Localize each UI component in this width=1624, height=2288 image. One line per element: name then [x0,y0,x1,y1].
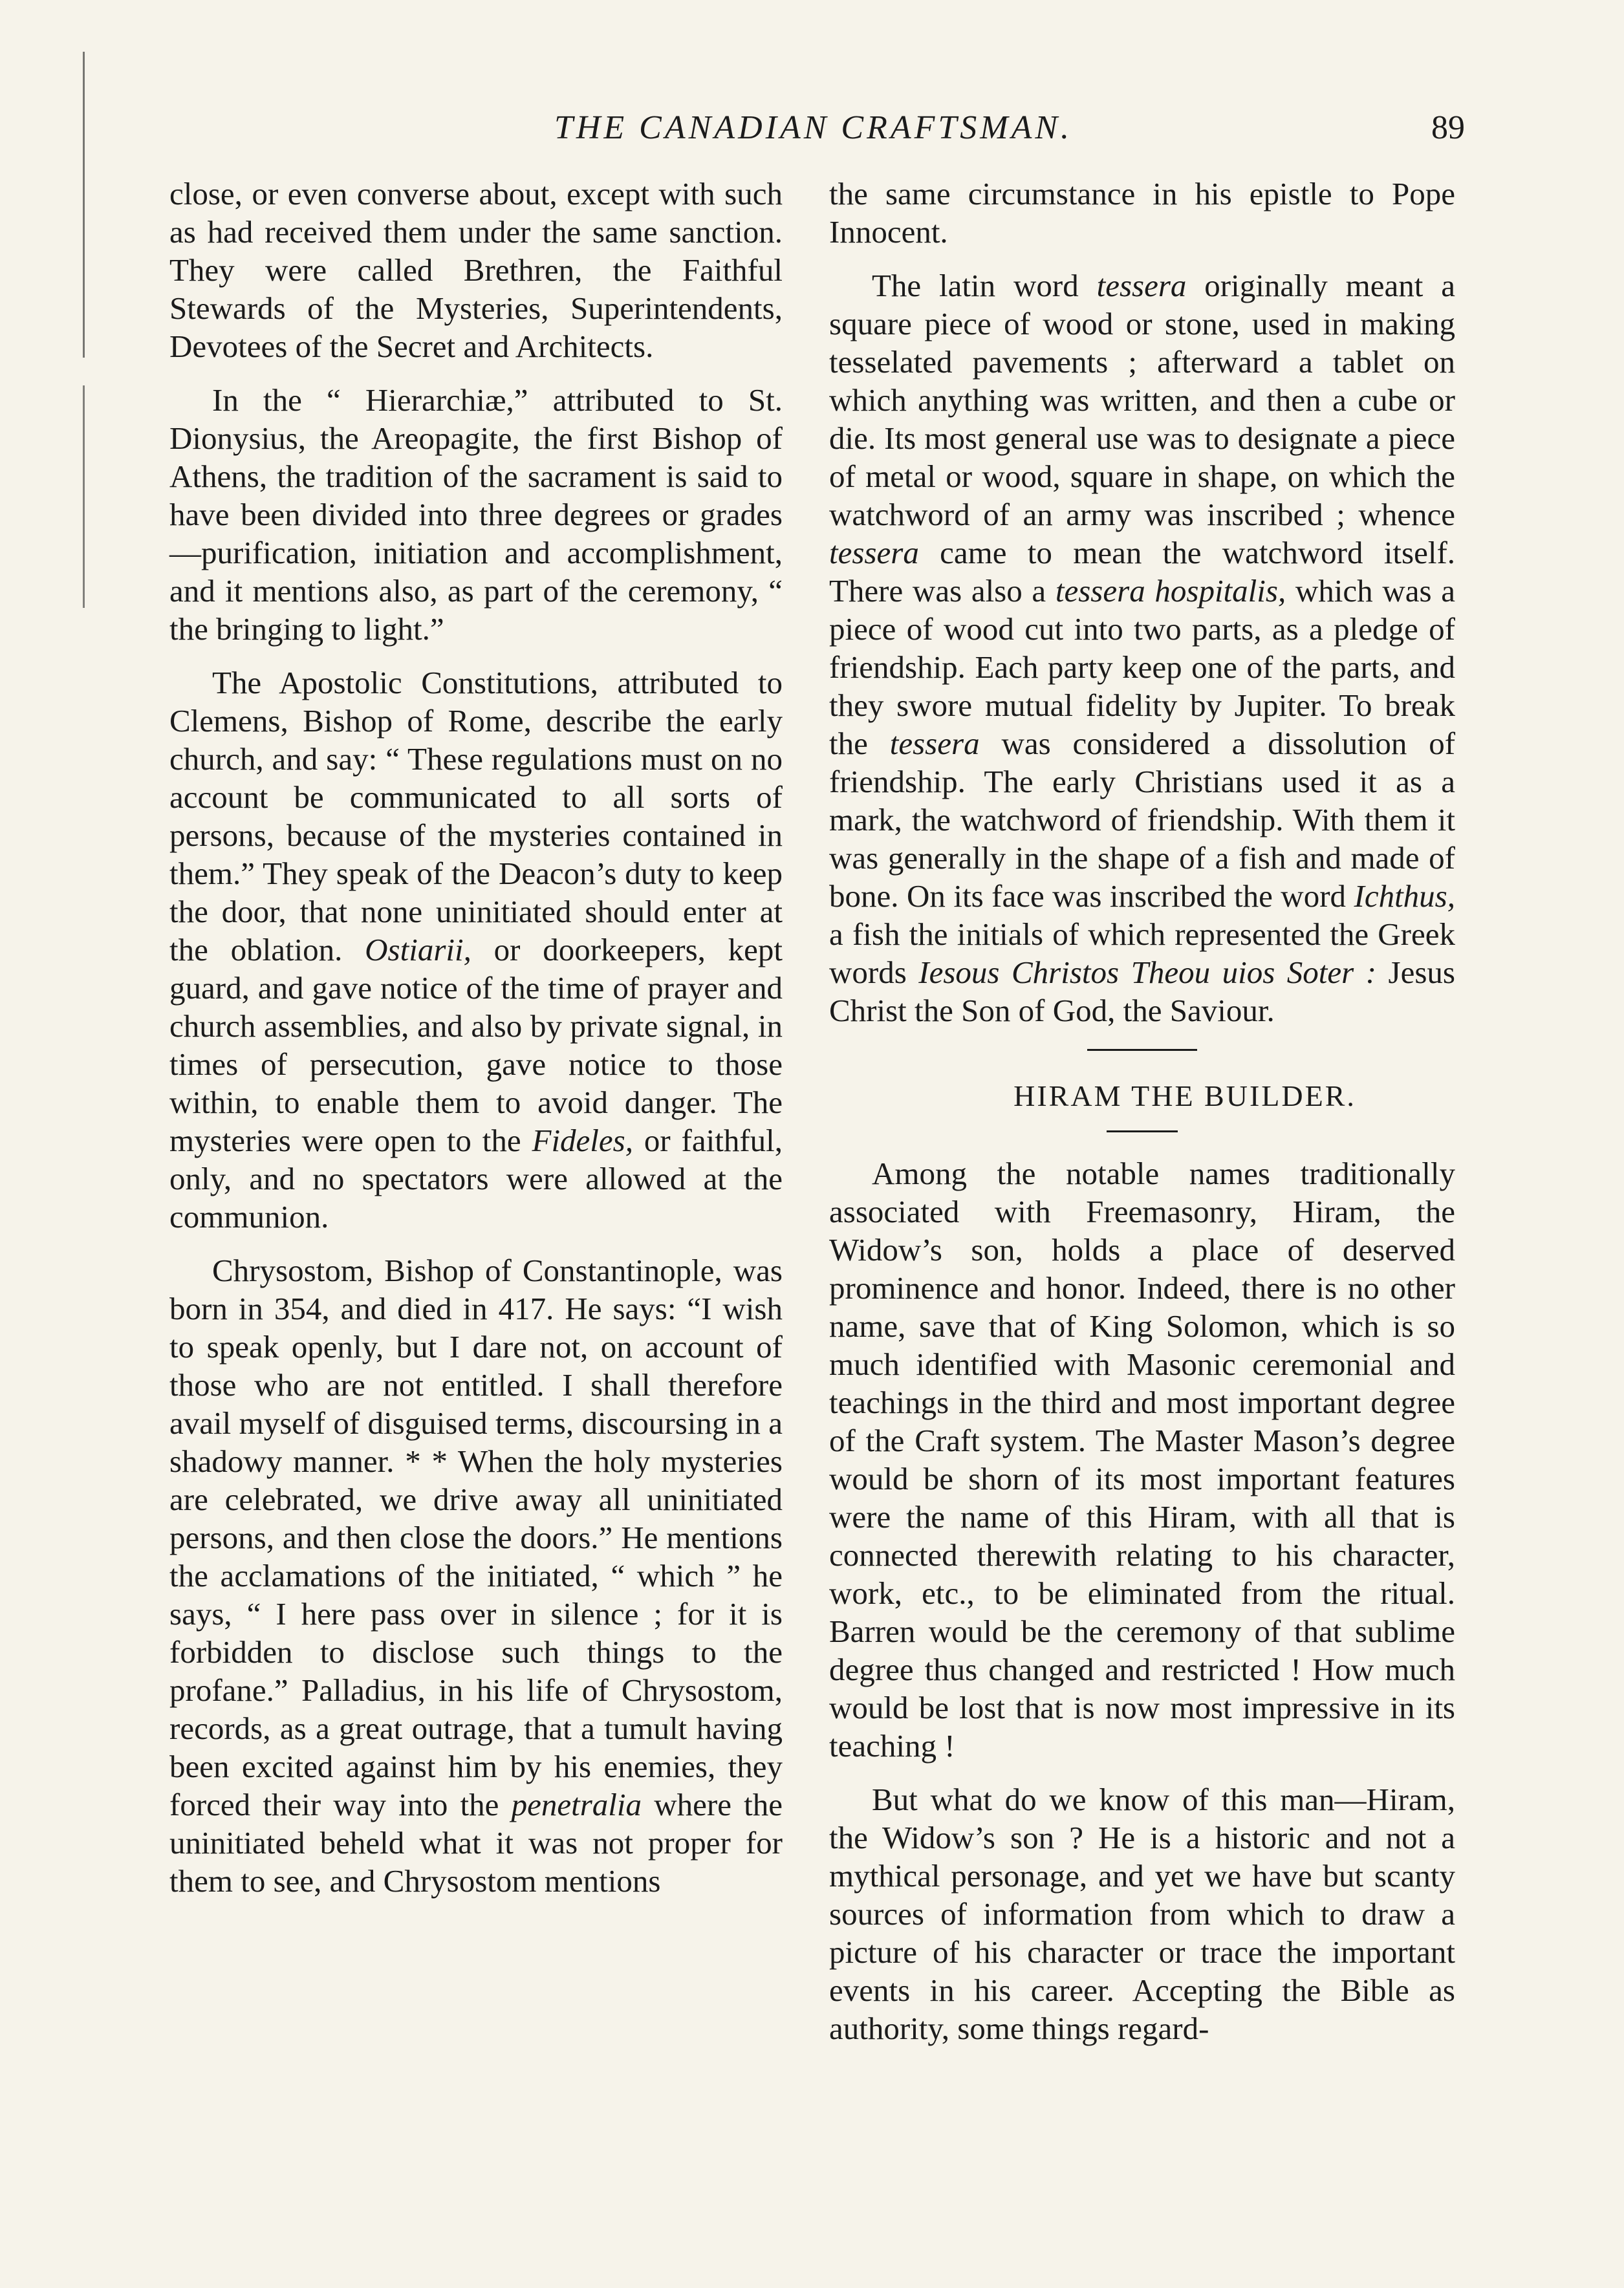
paragraph-apostolic-constitutions [169,664,783,1236]
italic-term-tessera-hospitalis: tessera hospitalis, [1055,573,1286,609]
italic-term-tessera: tessera [889,726,980,761]
text-run: which was a piece of wood cut into two parts, as a pledge of friendship. Each party keep one of the parts, and they swore mutual fidelity by Jupiter. To break the [829,573,1455,761]
italic-greek-words: Iesous Christos Theou uios Soter : [918,955,1377,990]
page-header [162,97,1465,168]
text-run: Jesus Christ the Son of God, the Saviour. [829,955,1455,1028]
text-run: or doorkeepers, kept guard, and gave notice of the time of prayer and church assemblies, and also by private signal, in times of persecution, gave notice to those within, to enable them to avoid danger. The mysteries were open to the [169,932,783,1158]
paragraph-continued: the same circumstance in his epistle to Pope Innocent. [829,176,1455,250]
right-column [829,175,1455,2262]
paragraph-chrysostom [169,1251,783,1900]
left-column [169,175,783,2262]
italic-term-tessera: tessera [1096,268,1187,303]
paragraph-tessera [829,266,1455,1030]
section-heading [829,1077,1455,1115]
italic-term-ostiarii: Ostiarii, [365,932,471,967]
italic-term-tessera: tessera [829,535,919,570]
italic-term-fideles: Fideles, [532,1123,633,1158]
text-run: Chrysostom, Bishop of Constantinople, was born in 354, and died in 417. He says: “I wish to speak openly, but I dare not, on account of those who are not entitled. I shall therefore avail myself of disguised terms, discoursing in a shadowy manner. * * When the holy mysteries are celebrated, we drive away all uninitiated persons, and then close the doors.” He mentions the acclamations of the initiated, “ which ” he says, “ I here pass over in silence ; for it is forbidden to disclose such things to the profane.” Palladius, in his life of Chrysostom, records, as a great outrage, that a tumult having been excited against him by his enemies, they forced their way into the [169,1253,783,1822]
section-heading-text: HIRAM THE BUILDER. [1013,1079,1356,1112]
page-number: 89 [1431,109,1465,146]
italic-term-ichthus: Ichthus, [1354,878,1455,914]
text-run: The latin word [872,268,1079,303]
section-divider [1087,1049,1197,1051]
text-run: where the uninitiated beheld what it was not proper for them to see, and Chrysostom mentions [169,1787,783,1899]
scan-margin-mark [83,52,85,608]
text-run: or faithful, only, and no spectators were allowed at the communion. [169,1123,783,1235]
text-run: a fish the initials of which represented the Greek words [829,916,1455,990]
text-run: came to mean the watchword itself. There was also a [829,535,1456,609]
italic-term-penetralia: penetralia [511,1787,642,1822]
text-run: The Apostolic Constitutions, attributed to Clemens, Bishop of Rome, describe the early church, and say: “ These regulations must on no account be communicated to all sorts of persons, because of the mysteries contained in them.” They speak of the Deacon’s duty to keep the door, that none uninitiated should enter at the oblation. [169,665,783,967]
paragraph-hierarchiae: In the “ Hierarchiæ,” attributed to St. Dionysius, the Areopagite, the first Bishop of Athens, the tradition of the sacrament is said to have been divided into three degrees or grades —purification, initiation and accomplishment, and it mentions also, as part of the ceremony, “ the bringing to light.” [169,382,783,647]
paragraph-hiram-history: But what do we know of this man—Hiram, the Widow’s son ? He is a historic and not a mythical personage, and yet we have but scanty sources of information from which to draw a picture of his character or trace the important events in his career. Accepting the Bible as authority, some things regard- [829,1782,1455,2046]
paragraph-continued: close, or even converse about, except with such as had received them under the same sanction. They were called Brethren, the Faithful Stewards of the Mysteries, Superintendents, Devotees of the Secret and Architects. [169,176,783,364]
text-run: originally meant a square piece of wood or stone, used in making tesselated pavements ; afterward a tablet on which anything was written, and then a cube or die. Its most general use was to designate a piece of metal or wood, square in shape, on which the watchword of an army was inscribed ; whence [829,268,1456,532]
running-title: THE CANADIAN CRAFTSMAN. [554,109,1073,146]
heading-underline [1107,1130,1178,1132]
paragraph-hiram-intro: Among the notable names traditionally associated with Freemasonry, Hiram, the Widow’s son, holds a place of deserved prominence and honor. Indeed, there is no other name, save that of King Solomon, which is so much identified with Masonic ceremonial and teachings in the third and most important degree of the Craft system. The Master Mason’s degree would be shorn of its most important features were the name of this Hiram, with all that is connected therewith relating to his character, work, etc., to be eliminated from the ritual. Barren would be the ceremony of that sublime degree thus changed and restricted ! How much would be lost that is now most impressive in its teaching ! [829,1156,1455,1764]
text-run: was considered a dissolution of friendship. The early Christians used it as a mark, the watchword of friendship. With them it was generally in the shape of a fish and made of bone. On its face was inscribed the word [829,726,1456,914]
